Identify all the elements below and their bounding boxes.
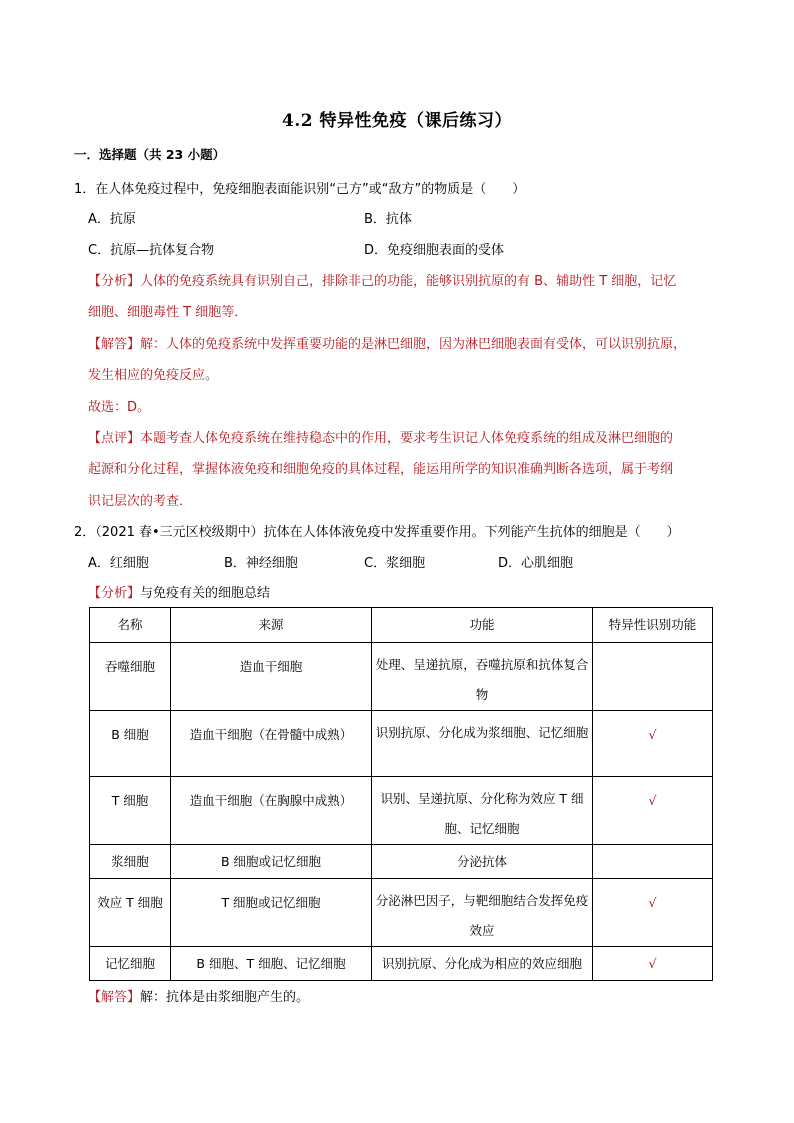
comment-tag: 【点评】 <box>88 431 141 446</box>
table-cell: 吞噬细胞 <box>90 643 171 711</box>
table-cell: B 细胞或记忆细胞 <box>171 845 372 879</box>
table-cell: 效应 T 细胞 <box>90 879 171 947</box>
table-row <box>90 643 713 711</box>
analysis-tag: 【分析】 <box>88 274 141 289</box>
q1-answer-line-3: 故选：D。 <box>88 400 151 415</box>
table-cell: 识别抗原、分化成为相应的效应细胞 <box>372 947 593 981</box>
q1-analysis-line-2: 细胞、细胞毒性 T 细胞等． <box>88 305 248 320</box>
q2-analysis-text: 与免疫有关的细胞总结 <box>140 586 271 601</box>
q2-answer <box>88 986 309 1005</box>
table-cell: 处理、呈递抗原，吞噬抗原和抗体复合物 <box>372 643 593 711</box>
table-cell: 识别、呈递抗原、分化称为效应 T 细胞、记忆细胞 <box>372 777 593 845</box>
table-header: 特异性识别功能 <box>593 608 713 643</box>
table-row <box>90 845 713 879</box>
q1-comment <box>88 427 673 446</box>
table-cell: B 细胞 <box>90 711 171 777</box>
q2-option-b: B．神经细胞 <box>224 556 298 571</box>
table-cell: √ <box>593 777 713 845</box>
table-cell: 分泌抗体 <box>372 845 593 879</box>
q2-analysis <box>88 582 270 601</box>
answer-tag: 【解答】 <box>88 337 141 352</box>
table-cell: 造血干细胞（在胸腺中成熟） <box>171 777 372 845</box>
q1-option-c: C．抗原—抗体复合物 <box>88 243 215 258</box>
table-cell: 造血干细胞（在骨髓中成熟） <box>171 711 372 777</box>
table-cell: T 细胞 <box>90 777 171 845</box>
table-cell: √ <box>593 947 713 981</box>
table-cell: √ <box>593 879 713 947</box>
q2-option-d: D．心肌细胞 <box>498 556 574 571</box>
page-title: 4.2 特异性免疫（课后练习） <box>282 111 512 131</box>
analysis-tag: 【分析】 <box>88 586 141 601</box>
q1-comment-line-2: 起源和分化过程，掌握体液免疫和细胞免疫的具体过程，能运用所学的知识准确判断各选项，属于考纲 <box>88 462 674 477</box>
table-cell: 分泌淋巴因子，与靶细胞结合发挥免疫效应 <box>372 879 593 947</box>
answer-tag: 【解答】 <box>88 990 141 1005</box>
table-row <box>90 879 713 947</box>
table-cell: 浆细胞 <box>90 845 171 879</box>
table-cell <box>593 643 713 711</box>
q1-stem: 1．在人体免疫过程中，免疫细胞表面能识别“己方”或“敌方”的物质是（ ） <box>74 182 526 197</box>
table-header: 来源 <box>171 608 372 643</box>
q2-stem: 2．（2021 春•三元区校级期中）抗体在人体体液免疫中发挥重要作用。下列能产生抗体的细胞是（ ） <box>74 525 680 540</box>
table-cell <box>593 845 713 879</box>
q1-answer-line-1: 解：人体的免疫系统中发挥重要功能的是淋巴细胞，因为淋巴细胞表面有受体，可以识别抗原， <box>140 337 687 352</box>
table-row <box>90 777 713 845</box>
table-header: 名称 <box>90 608 171 643</box>
immune-cells-table <box>89 607 713 981</box>
q1-analysis <box>88 270 676 289</box>
q2-option-c: C．浆细胞 <box>364 556 426 571</box>
table-cell: 记忆细胞 <box>90 947 171 981</box>
table-header: 功能 <box>372 608 593 643</box>
q1-answer-line-2: 发生相应的免疫反应。 <box>88 368 219 383</box>
table-cell: T 细胞或记忆细胞 <box>171 879 372 947</box>
q1-comment-line-1: 本题考查人体免疫系统在维持稳态中的作用，要求考生识记人体免疫系统的组成及淋巴细胞的 <box>140 431 674 446</box>
table-row <box>90 947 713 981</box>
table-cell: 造血干细胞 <box>171 643 372 711</box>
q1-option-d: D．免疫细胞表面的受体 <box>364 243 505 258</box>
table-cell: √ <box>593 711 713 777</box>
q2-answer-text: 解：抗体是由浆细胞产生的。 <box>140 990 310 1005</box>
table-cell: 识别抗原、分化成为浆细胞、记忆细胞 <box>372 711 593 777</box>
q1-option-b: B．抗体 <box>364 212 412 227</box>
q1-analysis-line-1: 人体的免疫系统具有识别自己，排除非己的功能，能够识别抗原的有 B、辅助性 T 细胞，记忆 <box>140 274 677 289</box>
section-heading: 一．选择题（共 23 小题） <box>74 147 226 162</box>
q1-answer <box>88 333 686 352</box>
q1-comment-line-3: 识记层次的考查． <box>88 494 193 509</box>
table-cell: B 细胞、T 细胞、记忆细胞 <box>171 947 372 981</box>
table-header-row <box>90 608 713 643</box>
q2-option-a: A．红细胞 <box>88 556 149 571</box>
table-row <box>90 711 713 777</box>
q1-option-a: A．抗原 <box>88 212 136 227</box>
